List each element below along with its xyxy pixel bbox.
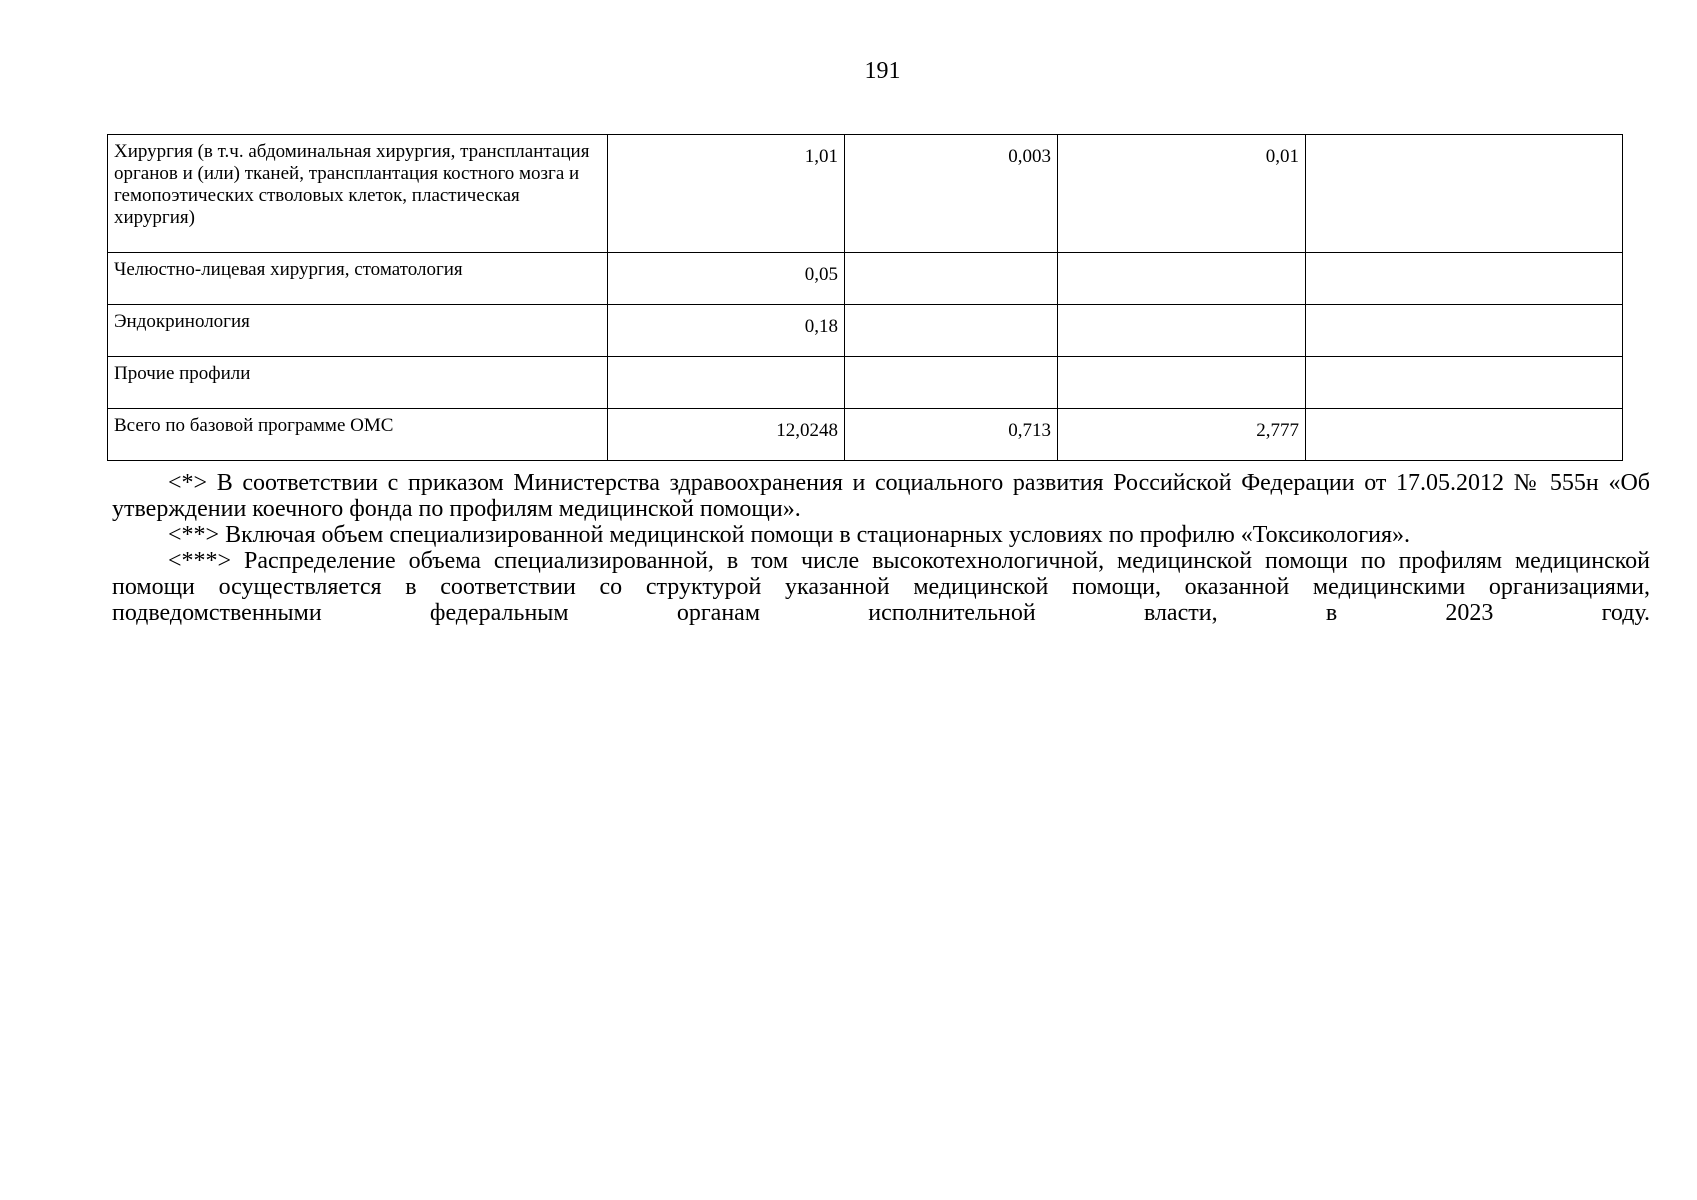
value-cell: 0,18 — [608, 305, 845, 357]
row-label: Челюстно-лицевая хирургия, стоматология — [108, 253, 608, 305]
table-row-total — [108, 409, 1623, 461]
table-row — [108, 357, 1623, 409]
value-cell — [845, 305, 1058, 357]
footnote-1: <*> В соответствии с приказом Министерства здравоохранения и социального развития Российской Федерации от 17.05.2012 № 555н «Об утверждении коечного фонда по профилям медицинской помощи». — [112, 470, 1650, 522]
footnote-2: <**> Включая объем специализированной медицинской помощи в стационарных условиях по профилю «Токсикология». — [168, 522, 1410, 548]
page-number: 191 — [864, 58, 901, 84]
row-label: Эндокринология — [108, 305, 608, 357]
footnotes — [112, 470, 1650, 626]
value-cell — [1058, 357, 1306, 409]
value-cell — [1058, 253, 1306, 305]
value-cell: 0,05 — [608, 253, 845, 305]
row-label: Всего по базовой программе ОМС — [108, 409, 608, 461]
table-row — [108, 135, 1623, 253]
table-row — [108, 253, 1623, 305]
value-cell — [1306, 135, 1623, 253]
table-row — [108, 305, 1623, 357]
row-label: Прочие профили — [108, 357, 608, 409]
value-cell — [845, 357, 1058, 409]
value-cell: 0,003 — [845, 135, 1058, 253]
footnote-3: <***> Распределение объема специализированной, в том числе высокотехнологичной, медицинской помощи по профилям медицинской помощи осуществляется в соответствии со структурой указанной медицинской помощи, оказанной медицинскими организациями, подведомственными федеральным органам исполнительной власти, в 2023 году. — [112, 548, 1650, 626]
row-label: Хирургия (в т.ч. абдоминальная хирургия, трансплантация органов и (или) тканей, трансплантация костного мозга и гемопоэтических стволовых клеток, пластическая хирургия) — [108, 135, 608, 253]
value-cell — [1306, 409, 1623, 461]
value-cell — [608, 357, 845, 409]
value-cell — [1306, 305, 1623, 357]
value-cell — [1306, 253, 1623, 305]
value-cell: 2,777 — [1058, 409, 1306, 461]
value-cell — [1058, 305, 1306, 357]
value-cell: 1,01 — [608, 135, 845, 253]
value-cell: 0,713 — [845, 409, 1058, 461]
value-cell: 0,01 — [1058, 135, 1306, 253]
value-cell: 12,0248 — [608, 409, 845, 461]
value-cell — [845, 253, 1058, 305]
value-cell — [1306, 357, 1623, 409]
data-table — [107, 134, 1623, 461]
